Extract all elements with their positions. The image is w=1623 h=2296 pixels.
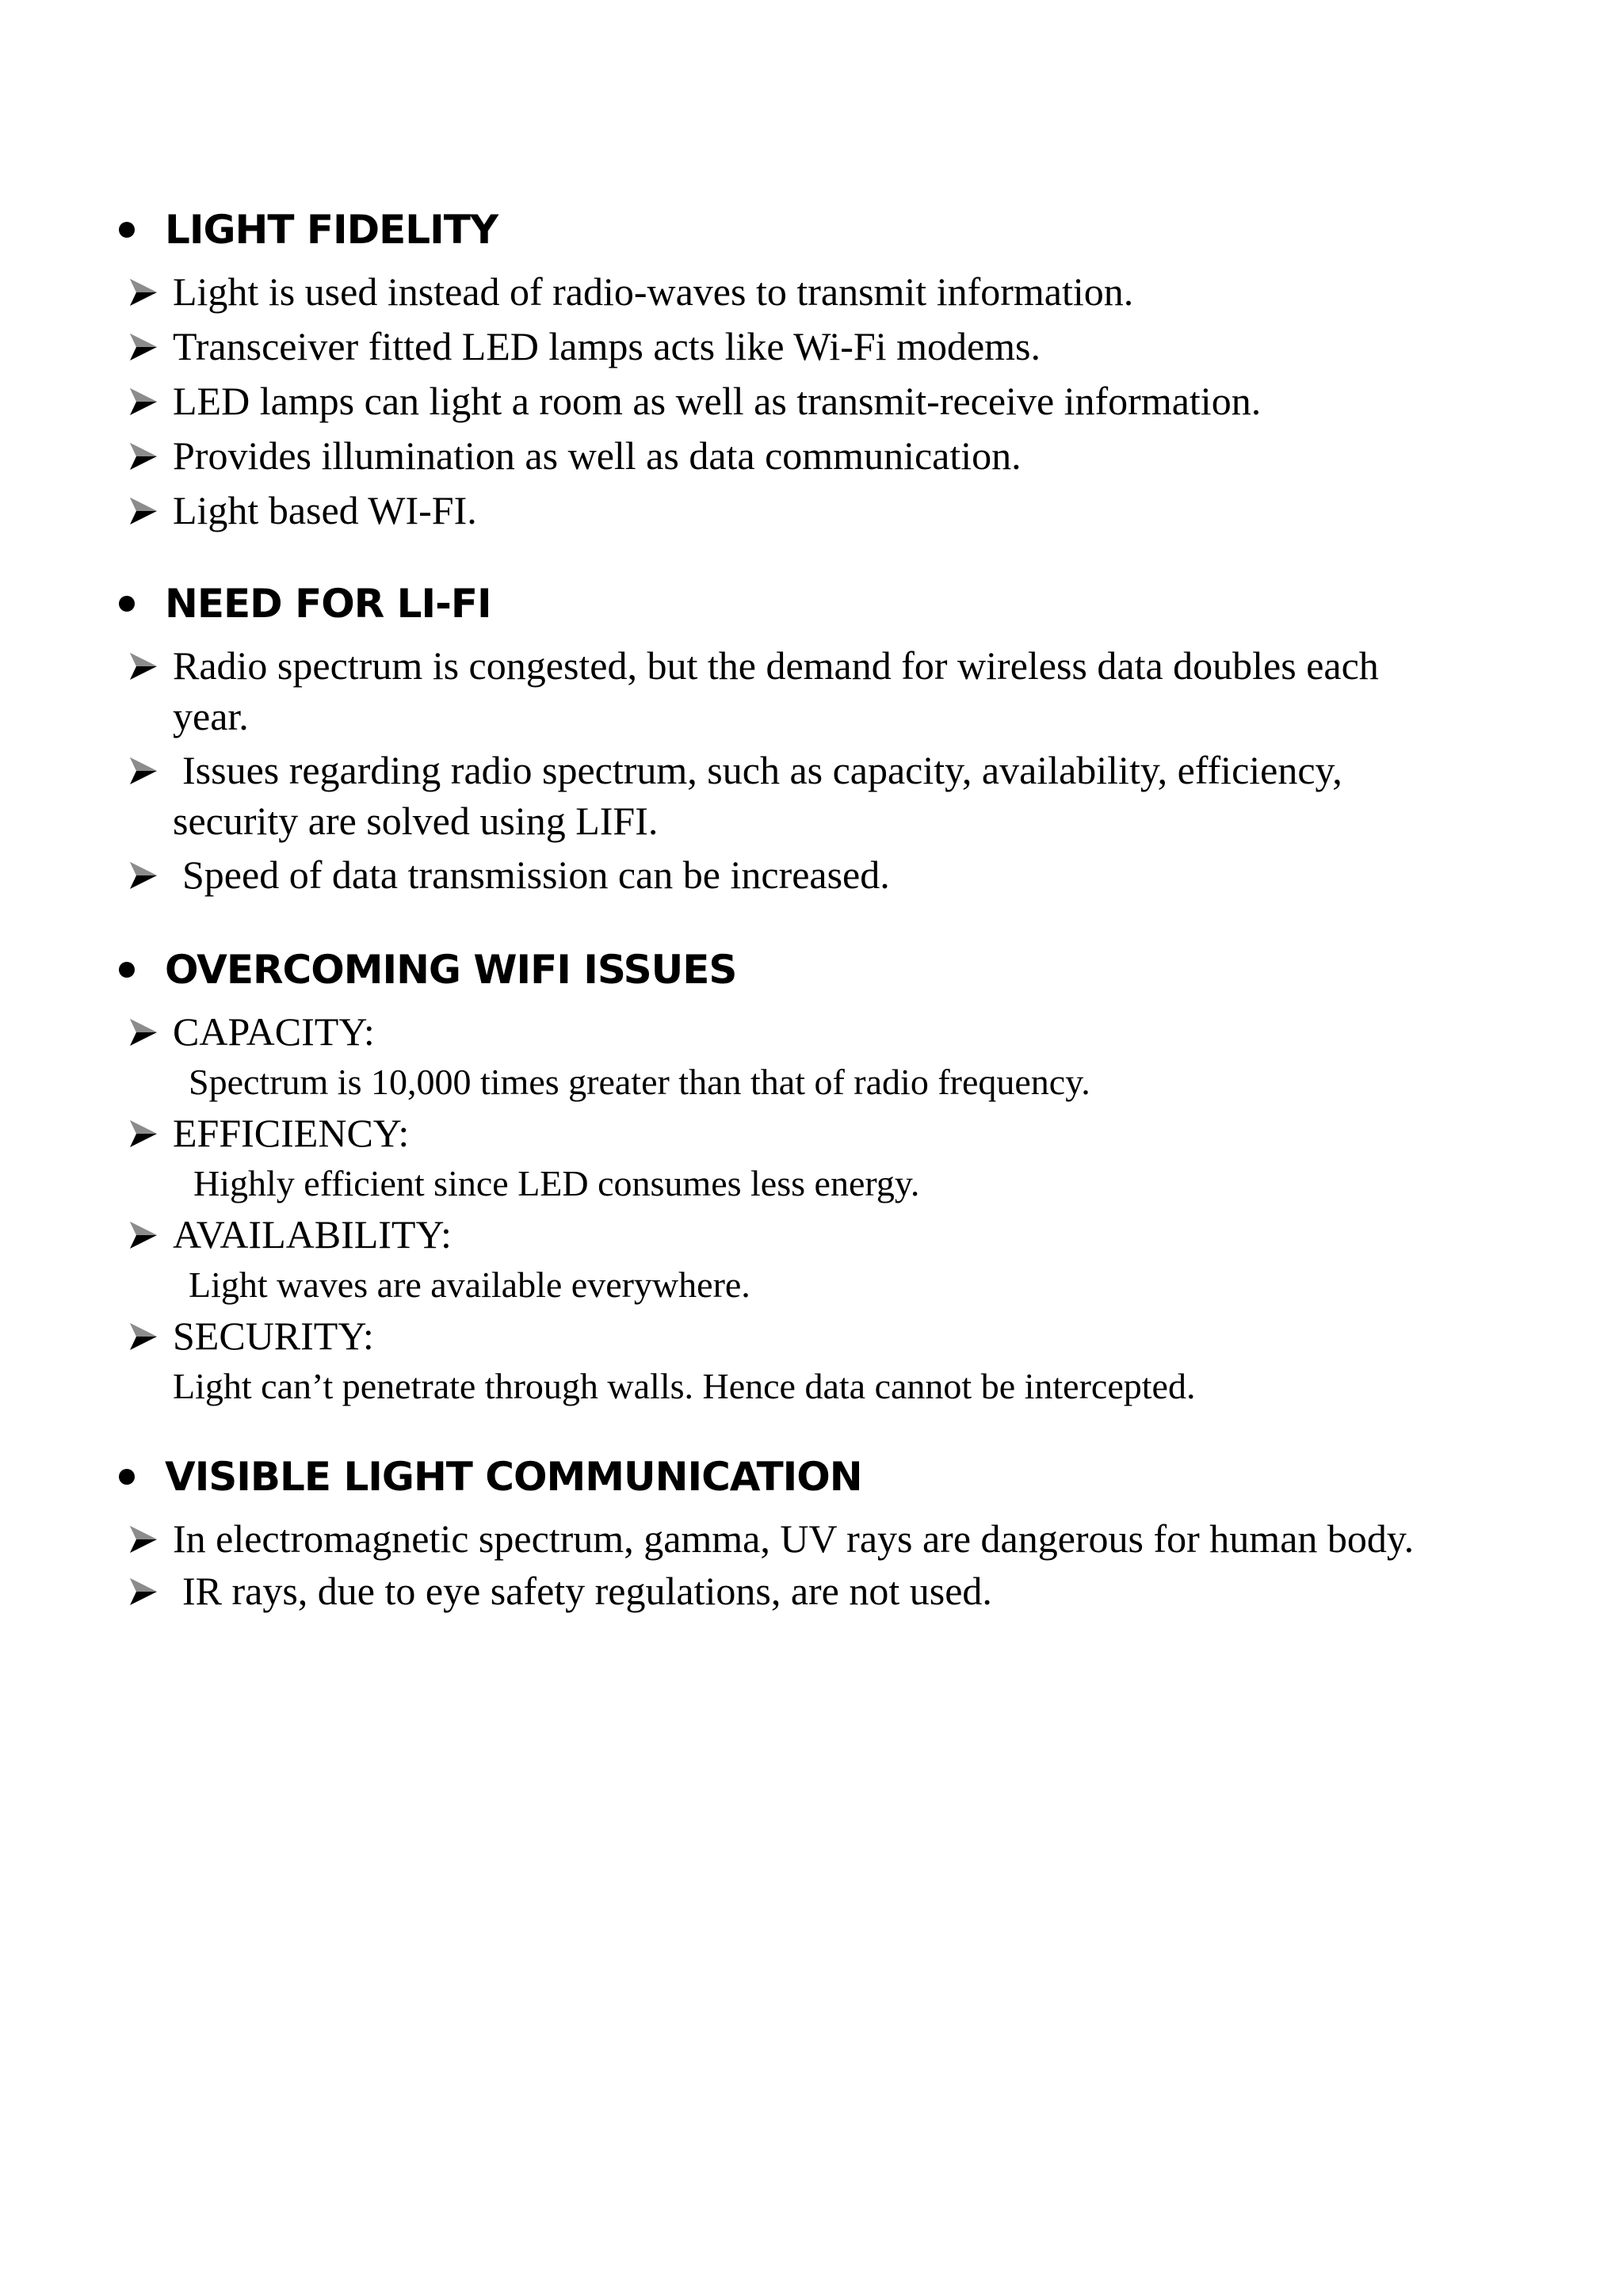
arrow-bullet-icon [128, 1220, 158, 1250]
list-item-text: IR rays, due to eye safety regulations, are not used. [182, 1569, 992, 1613]
list-item-detail: Light can’t penetrate through walls. Hence data cannot be intercepted. [173, 1366, 1196, 1406]
list-item-label: CAPACITY: [173, 1009, 375, 1054]
list-item-text: Provides illumination as well as data communication. [173, 433, 1022, 478]
arrow-bullet-icon [128, 496, 158, 526]
section-heading-overcoming-wifi-issues [119, 942, 736, 997]
section-heading-light-fidelity [119, 202, 498, 257]
bullet-icon [119, 962, 135, 978]
arrow-bullet-icon [128, 441, 158, 471]
arrow-bullet-icon [128, 756, 158, 786]
list-item-text: In electromagnetic spectrum, gamma, UV rays are dangerous for human body. [173, 1516, 1415, 1561]
list-item-text: year. [173, 694, 249, 738]
list-item-text: LED lamps can light a room as well as transmit-receive information. [173, 379, 1262, 423]
section-title: OVERCOMING WIFI ISSUES [165, 947, 737, 993]
list-item-label: SECURITY: [173, 1314, 374, 1358]
arrow-bullet-icon [128, 1322, 158, 1352]
arrow-bullet-icon [128, 651, 158, 681]
list-item-text: Light is used instead of radio-waves to transmit information. [173, 269, 1134, 314]
section-title: VISIBLE LIGHT COMMUNICATION [165, 1454, 862, 1500]
list-item-text: Radio spectrum is congested, but the demand for wireless data doubles each [173, 643, 1379, 688]
list-item-text: Issues regarding radio spectrum, such as capacity, availability, efficiency, [182, 748, 1342, 792]
arrow-bullet-icon [128, 1017, 158, 1047]
bullet-icon [119, 1469, 135, 1485]
list-item-text: Speed of data transmission can be increased. [182, 852, 890, 897]
list-item-detail: Spectrum is 10,000 times greater than that of radio frequency. [189, 1062, 1090, 1102]
list-item-text: Light based WI-FI. [173, 488, 477, 532]
arrow-bullet-icon [128, 332, 158, 362]
section-heading-need-for-lifi [119, 576, 491, 631]
arrow-bullet-icon [128, 387, 158, 417]
section-title: NEED FOR LI-FI [165, 581, 491, 627]
list-item-label: EFFICIENCY: [173, 1111, 410, 1155]
list-item-text: security are solved using LIFI. [173, 799, 659, 843]
arrow-bullet-icon [128, 1524, 158, 1554]
bullet-icon [119, 222, 135, 238]
list-item-detail: Highly efficient since LED consumes less energy. [193, 1163, 920, 1203]
list-item-text: Transceiver fitted LED lamps acts like Wi-Fi modems. [173, 324, 1041, 368]
bullet-icon [119, 596, 135, 612]
arrow-bullet-icon [128, 1577, 158, 1607]
arrow-bullet-icon [128, 1119, 158, 1149]
list-item-label: AVAILABILITY: [173, 1212, 452, 1257]
section-heading-visible-light-communication [119, 1449, 862, 1505]
list-item-detail: Light waves are available everywhere. [189, 1264, 750, 1305]
section-title: LIGHT FIDELITY [165, 207, 498, 253]
arrow-bullet-icon [128, 860, 158, 891]
arrow-bullet-icon [128, 277, 158, 307]
